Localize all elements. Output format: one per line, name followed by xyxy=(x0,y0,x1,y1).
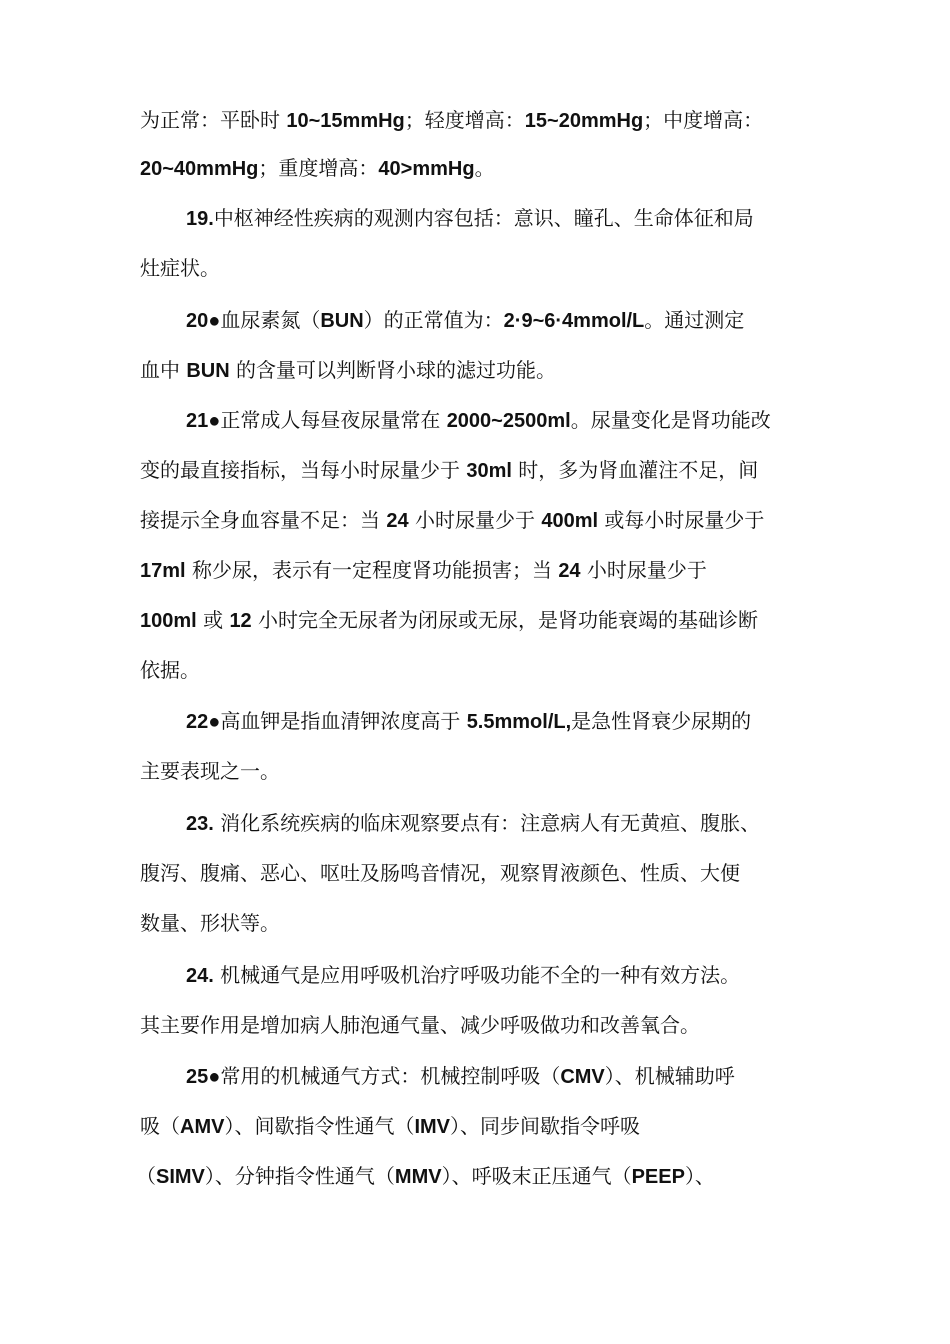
text-run: 或每小时尿量少于 xyxy=(598,508,765,532)
bold-text-run: 40>mmHg xyxy=(378,158,475,180)
text-run: 灶症状。 xyxy=(140,256,220,280)
text-run: 其主要作用是增加病人肺泡通气量、减少呼吸做功和改善氧合。 xyxy=(140,1013,700,1037)
text-line xyxy=(0,203,950,233)
text-run: ）、机械辅助呼 xyxy=(604,1064,735,1088)
text-line xyxy=(0,455,950,485)
bold-text-run: 17ml xyxy=(140,560,186,582)
text-line xyxy=(0,555,950,585)
bold-text-run: AMV xyxy=(180,1116,225,1138)
text-line xyxy=(0,105,950,135)
bold-text-run: 24 xyxy=(386,510,409,532)
text-line xyxy=(0,1161,950,1191)
bold-text-run: 21● xyxy=(186,410,221,432)
text-line xyxy=(0,1061,950,1091)
bold-text-run: PEEP xyxy=(631,1166,685,1188)
text-line xyxy=(0,153,950,183)
bold-text-run: SIMV xyxy=(156,1166,205,1188)
text-run: 正常成人每昼夜尿量常在 xyxy=(220,408,447,432)
text-line xyxy=(0,1111,950,1141)
bold-text-run: 30ml xyxy=(466,460,512,482)
text-run: ；轻度增高： xyxy=(404,108,525,132)
text-run: 。尿量变化是肾功能改 xyxy=(570,408,771,432)
text-run: 主要表现之一。 xyxy=(140,759,280,783)
text-line xyxy=(0,858,950,888)
text-run: 小时尿量少于 xyxy=(408,508,542,532)
text-line xyxy=(0,1010,950,1040)
text-run: 小时完全无尿者为闭尿或无尿，是肾功能衰竭的基础诊断 xyxy=(251,608,759,632)
text-run: 。通过测定 xyxy=(644,308,745,332)
text-run: 或 xyxy=(196,608,230,632)
text-run: 为正常：平卧时 xyxy=(140,108,287,132)
text-run: ）、分钟指令性通气（ xyxy=(204,1164,395,1188)
text-line xyxy=(0,960,950,990)
text-run: 消化系统疾病的临床观察要点有：注意病人有无黄疸、腹胀、 xyxy=(213,811,761,835)
bold-text-run: 25● xyxy=(186,1066,221,1088)
bold-text-run: 15~20mmHg xyxy=(524,110,644,132)
text-line xyxy=(0,305,950,335)
text-run: ）、 xyxy=(684,1164,715,1188)
text-run: ）、同步间歇指令呼吸 xyxy=(450,1114,641,1138)
text-line xyxy=(0,808,950,838)
bold-text-run: CMV xyxy=(560,1066,605,1088)
text-line xyxy=(0,505,950,535)
bold-text-run: IMV xyxy=(414,1116,451,1138)
text-run: ）、间歇指令性通气（ xyxy=(224,1114,415,1138)
text-run: 机械通气是应用呼吸机治疗呼吸功能不全的一种有效方法。 xyxy=(213,963,741,987)
bold-text-run: 23. xyxy=(186,813,214,835)
bold-text-run: 19. xyxy=(186,208,214,230)
text-run: 是急性肾衰少尿期的 xyxy=(571,709,752,733)
text-line xyxy=(0,908,950,938)
text-run: 数量、形状等。 xyxy=(140,911,280,935)
bold-text-run: 12 xyxy=(229,610,252,632)
text-run: 依据。 xyxy=(140,658,200,682)
bold-text-run: 22● xyxy=(186,711,221,733)
text-line xyxy=(0,253,950,283)
text-run: ）的正常值为： xyxy=(363,308,504,332)
text-run: 接提示全身血容量不足：当 xyxy=(140,508,387,532)
bold-text-run: 5.5mmol/L, xyxy=(466,711,572,733)
bold-text-run: 2000~2500ml xyxy=(446,410,571,432)
text-line xyxy=(0,405,950,435)
bold-text-run: 100ml xyxy=(140,610,197,632)
text-run: ；中度增高： xyxy=(643,108,764,132)
bold-text-run: 24. xyxy=(186,965,214,987)
text-run: 时，多为肾血灌注不足，间 xyxy=(511,458,759,482)
text-line xyxy=(0,605,950,635)
text-run: 。 xyxy=(474,156,495,180)
text-run: 吸（ xyxy=(140,1114,180,1138)
text-line xyxy=(0,655,950,685)
bold-text-run: 2·9~6·4mmol/L xyxy=(503,310,645,332)
bold-text-run: BUN xyxy=(186,360,230,382)
text-run: 血中 xyxy=(140,358,187,382)
text-run: （ xyxy=(136,1164,156,1188)
text-line xyxy=(0,355,950,385)
text-run: 血尿素氮（ xyxy=(220,308,321,332)
text-run: 小时尿量少于 xyxy=(580,558,707,582)
bold-text-run: 20● xyxy=(186,310,221,332)
text-run: 中枢神经性疾病的观测内容包括：意识、瞳孔、生命体征和局 xyxy=(213,206,754,230)
bold-text-run: MMV xyxy=(394,1166,442,1188)
text-line xyxy=(0,706,950,736)
bold-text-run: 20~40mmHg xyxy=(140,158,259,180)
text-run: 常用的机械通气方式：机械控制呼吸（ xyxy=(220,1064,561,1088)
bold-text-run: 10~15mmHg xyxy=(286,110,405,132)
bold-text-run: 400ml xyxy=(541,510,599,532)
bold-text-run: 24 xyxy=(558,560,581,582)
text-run: ）、呼吸末正压通气（ xyxy=(441,1164,632,1188)
text-run: 的含量可以判断肾小球的滤过功能。 xyxy=(229,358,557,382)
text-run: 称少尿，表示有一定程度肾功能损害；当 xyxy=(185,558,559,582)
text-run: 高血钾是指血清钾浓度高于 xyxy=(220,709,467,733)
text-run: 腹泻、腹痛、恶心、呕吐及肠鸣音情况，观察胃液颜色、性质、大便 xyxy=(140,861,740,885)
bold-text-run: BUN xyxy=(320,310,364,332)
text-run: 变的最直接指标，当每小时尿量少于 xyxy=(140,458,467,482)
text-run: ；重度增高： xyxy=(258,156,379,180)
text-line xyxy=(0,756,950,786)
